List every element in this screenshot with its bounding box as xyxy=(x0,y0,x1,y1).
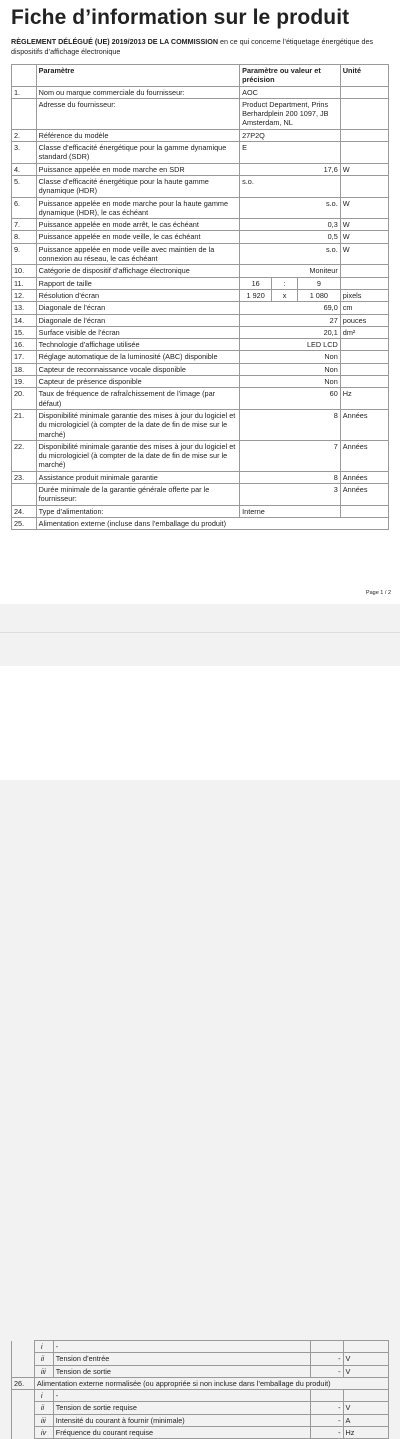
row-parameter: Durée minimale de la garantie générale offerte par le fournisseur: xyxy=(36,483,239,505)
row-value xyxy=(310,1390,343,1402)
row-number: 11. xyxy=(12,277,37,289)
table-row xyxy=(12,277,389,289)
row-roman-index: i xyxy=(34,1341,53,1353)
row-parameter: Adresse du fournisseur: xyxy=(36,98,239,129)
row-value: AOC xyxy=(240,86,341,98)
table-row xyxy=(12,243,389,265)
row-unit: pixels xyxy=(340,289,388,301)
row-unit: W xyxy=(340,163,388,175)
row-unit: dm² xyxy=(340,326,388,338)
row-parameter: Puissance appelée en mode marche pour la haute gamme dynamique (HDR), le cas échéant xyxy=(36,197,239,219)
row-value: Product Department, Prins Berhardplein 200 1097, JB Amsterdam, NL xyxy=(240,98,341,129)
row-parameter: Disponibilité minimale garantie des mises à jour du logiciel et du micrologiciel (à compter de la date de fin de mise sur le marché) xyxy=(36,440,239,471)
table-row xyxy=(12,1365,389,1377)
header-param: Paramètre xyxy=(36,65,239,87)
row-value: LED LCD xyxy=(240,339,341,351)
table-row xyxy=(12,86,389,98)
table-row xyxy=(12,142,389,164)
row-number: 2. xyxy=(12,129,37,141)
row-value: Moniteur xyxy=(240,265,341,277)
row-number: 13. xyxy=(12,302,37,314)
row-parameter: - xyxy=(53,1341,310,1353)
row-number: 3. xyxy=(12,142,37,164)
row-parameter: Puissance appelée en mode arrêt, le cas échéant xyxy=(36,219,239,231)
row-roman-index: ii xyxy=(34,1402,53,1414)
row-parameter: Diagonale de l’écran xyxy=(36,302,239,314)
row-parameter: Assistance produit minimale garantie xyxy=(36,471,239,483)
row-value: 20,1 xyxy=(240,326,341,338)
row-parameter: Réglage automatique de la luminosité (ABC) disponible xyxy=(36,351,239,363)
row-value-a: 1 920 xyxy=(240,289,272,301)
row-number: 21. xyxy=(12,409,37,440)
row-value: - xyxy=(310,1365,343,1377)
row-value: Non xyxy=(240,351,341,363)
header-unit: Unité xyxy=(340,65,388,87)
row-number xyxy=(12,1365,35,1377)
row-roman-index: iv xyxy=(34,1427,53,1439)
row-parameter: Disponibilité minimale garantie des mises à jour du logiciel et du micrologiciel (à compter de la date de fin de mise sur le marché) xyxy=(36,409,239,440)
row-unit xyxy=(340,265,388,277)
row-roman-index: i xyxy=(34,1390,53,1402)
table-row xyxy=(12,1402,389,1414)
row-roman-index: ii xyxy=(34,1353,53,1365)
row-unit xyxy=(340,277,388,289)
row-number: 12. xyxy=(12,289,37,301)
row-value-separator: : xyxy=(272,277,298,289)
row-value-separator: x xyxy=(272,289,298,301)
row-parameter: Taux de fréquence de rafraîchissement de l’image (par défaut) xyxy=(36,388,239,410)
row-unit xyxy=(340,505,388,517)
header-value: Paramètre ou valeur et précision xyxy=(240,65,341,87)
regulation-text xyxy=(11,37,391,57)
row-unit: Hz xyxy=(343,1427,388,1439)
row-unit: V xyxy=(343,1353,388,1365)
row-number: 4. xyxy=(12,163,37,175)
row-unit: Années xyxy=(340,409,388,440)
row-value: 60 xyxy=(240,388,341,410)
row-value xyxy=(310,1341,343,1353)
row-number: 7. xyxy=(12,219,37,231)
row-number: 5. xyxy=(12,175,37,197)
row-parameter: Intensité du courant à fournir (minimale) xyxy=(53,1414,310,1426)
table-row xyxy=(12,1353,389,1365)
row-parameter: Classe d’efficacité énergétique pour la haute gamme dynamique (HDR) xyxy=(36,175,239,197)
row-parameter: Technologie d’affichage utilisée xyxy=(36,339,239,351)
table-row xyxy=(12,175,389,197)
document-page-2 xyxy=(0,666,400,1438)
row-unit: Années xyxy=(340,483,388,505)
table-row xyxy=(12,1390,389,1402)
power-supply-table xyxy=(11,1340,389,1439)
row-value: 3 xyxy=(240,483,341,505)
row-value: 0,5 xyxy=(240,231,341,243)
row-parameter: Type d’alimentation: xyxy=(36,505,239,517)
row-parameter: Alimentation externe (incluse dans l’emballage du produit) xyxy=(36,517,388,529)
row-value: - xyxy=(310,1414,343,1426)
row-value: 0,3 xyxy=(240,219,341,231)
row-number: 18. xyxy=(12,363,37,375)
row-unit xyxy=(343,1341,388,1353)
row-parameter: Référence du modèle xyxy=(36,129,239,141)
table-header-row xyxy=(12,65,389,87)
row-unit xyxy=(340,175,388,197)
row-unit: A xyxy=(343,1414,388,1426)
table-row xyxy=(12,302,389,314)
row-roman-index: iii xyxy=(34,1414,53,1426)
row-unit xyxy=(340,339,388,351)
row-value: 69,0 xyxy=(240,302,341,314)
table-row xyxy=(12,1414,389,1426)
row-unit: pouces xyxy=(340,314,388,326)
row-value-a: 16 xyxy=(240,277,272,289)
row-parameter: Nom ou marque commerciale du fournisseur: xyxy=(36,86,239,98)
row-parameter: Alimentation externe normalisée (ou appropriée si non incluse dans l’emballage du produit) xyxy=(34,1377,388,1389)
table-row xyxy=(12,339,389,351)
table-row xyxy=(12,505,389,517)
row-number: 23. xyxy=(12,471,37,483)
row-number: 25. xyxy=(12,517,37,529)
row-value: 8 xyxy=(240,409,341,440)
table-row xyxy=(12,388,389,410)
table-row xyxy=(12,219,389,231)
table-row xyxy=(12,289,389,301)
row-unit xyxy=(340,351,388,363)
table-row xyxy=(12,471,389,483)
row-number: 9. xyxy=(12,243,37,265)
row-number xyxy=(12,1341,35,1353)
row-parameter: Puissance appelée en mode marche en SDR xyxy=(36,163,239,175)
row-value: 17,6 xyxy=(240,163,341,175)
row-parameter: Tension d’entrée xyxy=(53,1353,310,1365)
row-number xyxy=(12,1390,35,1402)
document-page-1 xyxy=(0,0,400,604)
row-number: 22. xyxy=(12,440,37,471)
row-parameter: Diagonale de l’écran xyxy=(36,314,239,326)
row-unit xyxy=(340,98,388,129)
row-value: - xyxy=(310,1402,343,1414)
row-roman-index: iii xyxy=(34,1365,53,1377)
row-number: 15. xyxy=(12,326,37,338)
row-unit xyxy=(340,86,388,98)
page-separator xyxy=(0,632,400,633)
row-unit: Années xyxy=(340,471,388,483)
row-number: 10. xyxy=(12,265,37,277)
row-unit: Années xyxy=(340,440,388,471)
row-parameter: Résolution d’écran xyxy=(36,289,239,301)
row-parameter: Catégorie de dispositif d’affichage électronique xyxy=(36,265,239,277)
table-row xyxy=(12,231,389,243)
row-unit: W xyxy=(340,197,388,219)
row-value-b: 1 080 xyxy=(297,289,340,301)
row-value: s.o. xyxy=(240,197,341,219)
row-number xyxy=(12,483,37,505)
row-unit: cm xyxy=(340,302,388,314)
row-value: E xyxy=(240,142,341,164)
table-row xyxy=(12,1341,389,1353)
row-value: Interne xyxy=(240,505,341,517)
row-parameter: Capteur de reconnaissance vocale disponible xyxy=(36,363,239,375)
table-row xyxy=(12,483,389,505)
row-number: 6. xyxy=(12,197,37,219)
row-parameter: Puissance appelée en mode veille avec maintien de la connexion au réseau, le cas échéant xyxy=(36,243,239,265)
row-value-b: 9 xyxy=(297,277,340,289)
row-unit xyxy=(343,1390,388,1402)
table-row xyxy=(12,163,389,175)
table-row xyxy=(12,129,389,141)
row-value: - xyxy=(310,1353,343,1365)
row-parameter: Tension de sortie xyxy=(53,1365,310,1377)
row-parameter: Rapport de taille xyxy=(36,277,239,289)
table-row xyxy=(12,363,389,375)
page-number: Page 1 / 2 xyxy=(365,590,391,596)
row-value: 7 xyxy=(240,440,341,471)
table-row xyxy=(12,326,389,338)
row-number: 14. xyxy=(12,314,37,326)
row-value: s.o. xyxy=(240,243,341,265)
row-number xyxy=(12,1353,35,1365)
row-unit: V xyxy=(343,1365,388,1377)
row-unit xyxy=(340,376,388,388)
table-row xyxy=(12,409,389,440)
row-unit xyxy=(340,363,388,375)
row-number: 26. xyxy=(12,1377,35,1389)
table-row xyxy=(12,351,389,363)
table-row xyxy=(12,440,389,471)
row-parameter: Fréquence du courant requise xyxy=(53,1427,310,1439)
row-value: s.o. xyxy=(240,175,341,197)
table-row xyxy=(12,265,389,277)
row-number: 20. xyxy=(12,388,37,410)
table-row xyxy=(12,1377,389,1389)
row-parameter: - xyxy=(53,1390,310,1402)
table-row xyxy=(12,314,389,326)
row-unit: V xyxy=(343,1402,388,1414)
row-number xyxy=(12,98,37,129)
row-parameter: Classe d’efficacité énergétique pour la gamme dynamique standard (SDR) xyxy=(36,142,239,164)
row-number xyxy=(12,1402,35,1414)
row-number: 8. xyxy=(12,231,37,243)
row-parameter: Capteur de présence disponible xyxy=(36,376,239,388)
row-unit: Hz xyxy=(340,388,388,410)
regulation-reference: RÈGLEMENT DÉLÉGUÉ (UE) 2019/2013 DE LA COMMISSION xyxy=(11,37,219,46)
row-value: 27 xyxy=(240,314,341,326)
row-parameter: Puissance appelée en mode veille, le cas échéant xyxy=(36,231,239,243)
row-unit: W xyxy=(340,231,388,243)
row-value: Non xyxy=(240,376,341,388)
regulation-subject: en ce qui concerne l’étiquetage énergétique des dispositifs d’affichage électronique xyxy=(11,37,374,56)
table-row xyxy=(12,517,389,529)
row-value: 8 xyxy=(240,471,341,483)
table-row xyxy=(12,1427,389,1439)
row-parameter: Surface visible de l’écran xyxy=(36,326,239,338)
table-row xyxy=(12,197,389,219)
table-row xyxy=(12,98,389,129)
row-unit xyxy=(340,142,388,164)
document-title: Fiche d’information sur le produit xyxy=(11,6,350,29)
row-number: 16. xyxy=(12,339,37,351)
row-value: 27P2Q xyxy=(240,129,341,141)
table-row xyxy=(12,376,389,388)
row-value: - xyxy=(310,1427,343,1439)
row-unit xyxy=(340,129,388,141)
row-number xyxy=(12,1414,35,1426)
row-unit: W xyxy=(340,243,388,265)
row-parameter: Tension de sortie requise xyxy=(53,1402,310,1414)
row-number: 1. xyxy=(12,86,37,98)
row-value: Non xyxy=(240,363,341,375)
row-number: 17. xyxy=(12,351,37,363)
product-info-table xyxy=(11,64,389,530)
row-number xyxy=(12,1427,35,1439)
row-number: 19. xyxy=(12,376,37,388)
row-number: 24. xyxy=(12,505,37,517)
row-unit: W xyxy=(340,219,388,231)
